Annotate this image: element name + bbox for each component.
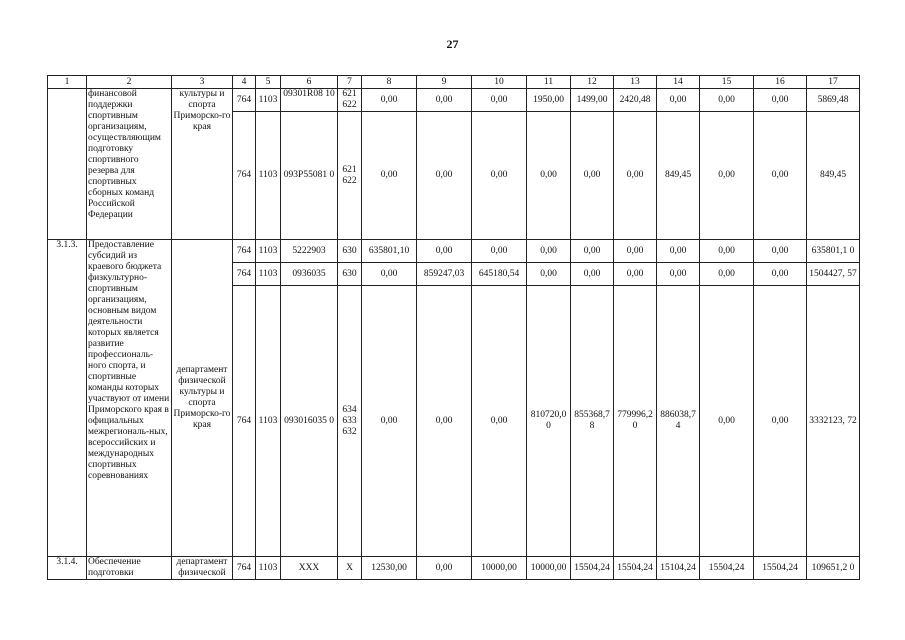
cell: 630 bbox=[338, 263, 362, 286]
cell: 1950,00 bbox=[527, 89, 571, 112]
cell: 0936035 bbox=[281, 263, 338, 286]
cell: 621 622 bbox=[338, 112, 362, 240]
table-row bbox=[48, 557, 860, 580]
cell: 635801,1 0 bbox=[807, 240, 860, 263]
column-header: 12 bbox=[571, 76, 614, 89]
column-header: 14 bbox=[657, 76, 700, 89]
cell: 0,00 bbox=[754, 263, 807, 286]
header-row bbox=[48, 76, 860, 89]
cell: 1103 bbox=[256, 240, 281, 263]
cell: 2420,48 bbox=[614, 89, 657, 112]
cell: 0,00 bbox=[614, 263, 657, 286]
cell: 10000,00 bbox=[472, 557, 527, 580]
cell: 0,00 bbox=[700, 240, 754, 263]
cell: 1499,00 bbox=[571, 89, 614, 112]
column-header: 2 bbox=[87, 76, 172, 89]
cell: 15504,24 bbox=[700, 557, 754, 580]
column-header: 9 bbox=[417, 76, 472, 89]
cell: 0,00 bbox=[614, 240, 657, 263]
cell: 621 622 bbox=[338, 89, 362, 112]
column-header: 10 bbox=[472, 76, 527, 89]
cell: 855368,7 8 bbox=[571, 286, 614, 557]
column-header: 16 bbox=[754, 76, 807, 89]
cell: 09301R08 10 bbox=[281, 89, 338, 112]
column-header: 6 bbox=[281, 76, 338, 89]
cell: 1103 bbox=[256, 112, 281, 240]
cell: 0,00 bbox=[417, 112, 472, 240]
cell: 0,00 bbox=[417, 89, 472, 112]
cell: 634 633 632 bbox=[338, 286, 362, 557]
cell: 1103 bbox=[256, 89, 281, 112]
cell: 635801,10 bbox=[362, 240, 417, 263]
cell: 0,00 bbox=[700, 89, 754, 112]
cell: 764 bbox=[233, 557, 256, 580]
cell-description: Обеспечение подготовки bbox=[87, 557, 172, 580]
cell-number: 3.1.3. bbox=[48, 240, 87, 557]
cell-number bbox=[48, 89, 87, 240]
table-row bbox=[48, 89, 860, 112]
column-header: 5 bbox=[256, 76, 281, 89]
cell: 1103 bbox=[256, 263, 281, 286]
cell: 764 bbox=[233, 263, 256, 286]
cell: 0,00 bbox=[417, 240, 472, 263]
cell: 0,00 bbox=[700, 112, 754, 240]
table-row bbox=[48, 240, 860, 263]
cell: 0,00 bbox=[472, 240, 527, 263]
cell: 0,00 bbox=[754, 286, 807, 557]
cell: 093016035 0 bbox=[281, 286, 338, 557]
cell-department: департамент физической bbox=[172, 557, 233, 580]
cell: 093P55081 0 bbox=[281, 112, 338, 240]
cell-description: Предоставление субсидий из краевого бюджета физкультурно-спортивным организациям, основным видом деятельности которых является развитие профессиональ-ного спорта, и спортивные команды которых участвуют от имени Приморского края в официальных межрегиональ-ных, всероссийских и международных спортивных соревнованиях bbox=[87, 240, 172, 557]
column-header: 1 bbox=[48, 76, 87, 89]
cell: 0,00 bbox=[754, 112, 807, 240]
cell: 645180,54 bbox=[472, 263, 527, 286]
cell: 3332123, 72 bbox=[807, 286, 860, 557]
cell: 1504427, 57 bbox=[807, 263, 860, 286]
cell: 109651,2 0 bbox=[807, 557, 860, 580]
cell: 0,00 bbox=[362, 286, 417, 557]
cell: 0,00 bbox=[700, 286, 754, 557]
cell: 0,00 bbox=[472, 112, 527, 240]
cell: 0,00 bbox=[571, 263, 614, 286]
cell: 764 bbox=[233, 89, 256, 112]
cell: 0,00 bbox=[362, 263, 417, 286]
cell: 15504,24 bbox=[754, 557, 807, 580]
page-number: 27 bbox=[446, 37, 459, 51]
cell: 0,00 bbox=[657, 240, 700, 263]
column-header: 8 bbox=[362, 76, 417, 89]
column-header: 17 bbox=[807, 76, 860, 89]
cell: 886038,7 4 bbox=[657, 286, 700, 557]
column-header: 11 bbox=[527, 76, 571, 89]
cell: 859247,03 bbox=[417, 263, 472, 286]
cell-number: 3.1.4. bbox=[48, 557, 87, 580]
cell: 764 bbox=[233, 112, 256, 240]
cell: 0,00 bbox=[362, 112, 417, 240]
cell: 0,00 bbox=[472, 89, 527, 112]
cell: 630 bbox=[338, 240, 362, 263]
column-header: 15 bbox=[700, 76, 754, 89]
budget-table bbox=[47, 75, 860, 580]
cell: 10000,00 bbox=[527, 557, 571, 580]
cell: XXX bbox=[281, 557, 338, 580]
cell: 0,00 bbox=[657, 263, 700, 286]
column-header: 4 bbox=[233, 76, 256, 89]
cell-description: финансовой поддержки спортивным организациям, осуществляющим подготовку спортивного резерва для спортивных сборных команд Российской Федерации bbox=[87, 89, 172, 240]
cell: 0,00 bbox=[700, 263, 754, 286]
cell: 0,00 bbox=[527, 240, 571, 263]
cell: 1103 bbox=[256, 557, 281, 580]
column-header: 3 bbox=[172, 76, 233, 89]
cell: 0,00 bbox=[527, 112, 571, 240]
column-header: 13 bbox=[614, 76, 657, 89]
cell: 0,00 bbox=[657, 89, 700, 112]
cell: X bbox=[338, 557, 362, 580]
cell-department: культуры и спорта Приморско-го края bbox=[172, 89, 233, 240]
cell: 0,00 bbox=[571, 240, 614, 263]
cell: 764 bbox=[233, 240, 256, 263]
cell: 12530,00 bbox=[362, 557, 417, 580]
cell: 0,00 bbox=[417, 286, 472, 557]
cell: 15104,24 bbox=[657, 557, 700, 580]
cell: 5222903 bbox=[281, 240, 338, 263]
cell: 0,00 bbox=[754, 89, 807, 112]
cell: 15504,24 bbox=[614, 557, 657, 580]
column-header: 7 bbox=[338, 76, 362, 89]
cell: 0,00 bbox=[614, 112, 657, 240]
cell: 849,45 bbox=[807, 112, 860, 240]
cell: 0,00 bbox=[417, 557, 472, 580]
cell: 0,00 bbox=[362, 89, 417, 112]
cell: 0,00 bbox=[472, 286, 527, 557]
cell: 5869,48 bbox=[807, 89, 860, 112]
cell-department: департамент физической культуры и спорта Приморско-го края bbox=[172, 240, 233, 557]
cell: 15504,24 bbox=[571, 557, 614, 580]
cell: 779996,2 0 bbox=[614, 286, 657, 557]
cell: 0,00 bbox=[571, 112, 614, 240]
cell: 810720,0 0 bbox=[527, 286, 571, 557]
cell: 1103 bbox=[256, 286, 281, 557]
cell: 764 bbox=[233, 286, 256, 557]
cell: 849,45 bbox=[657, 112, 700, 240]
cell: 0,00 bbox=[754, 240, 807, 263]
cell: 0,00 bbox=[527, 263, 571, 286]
